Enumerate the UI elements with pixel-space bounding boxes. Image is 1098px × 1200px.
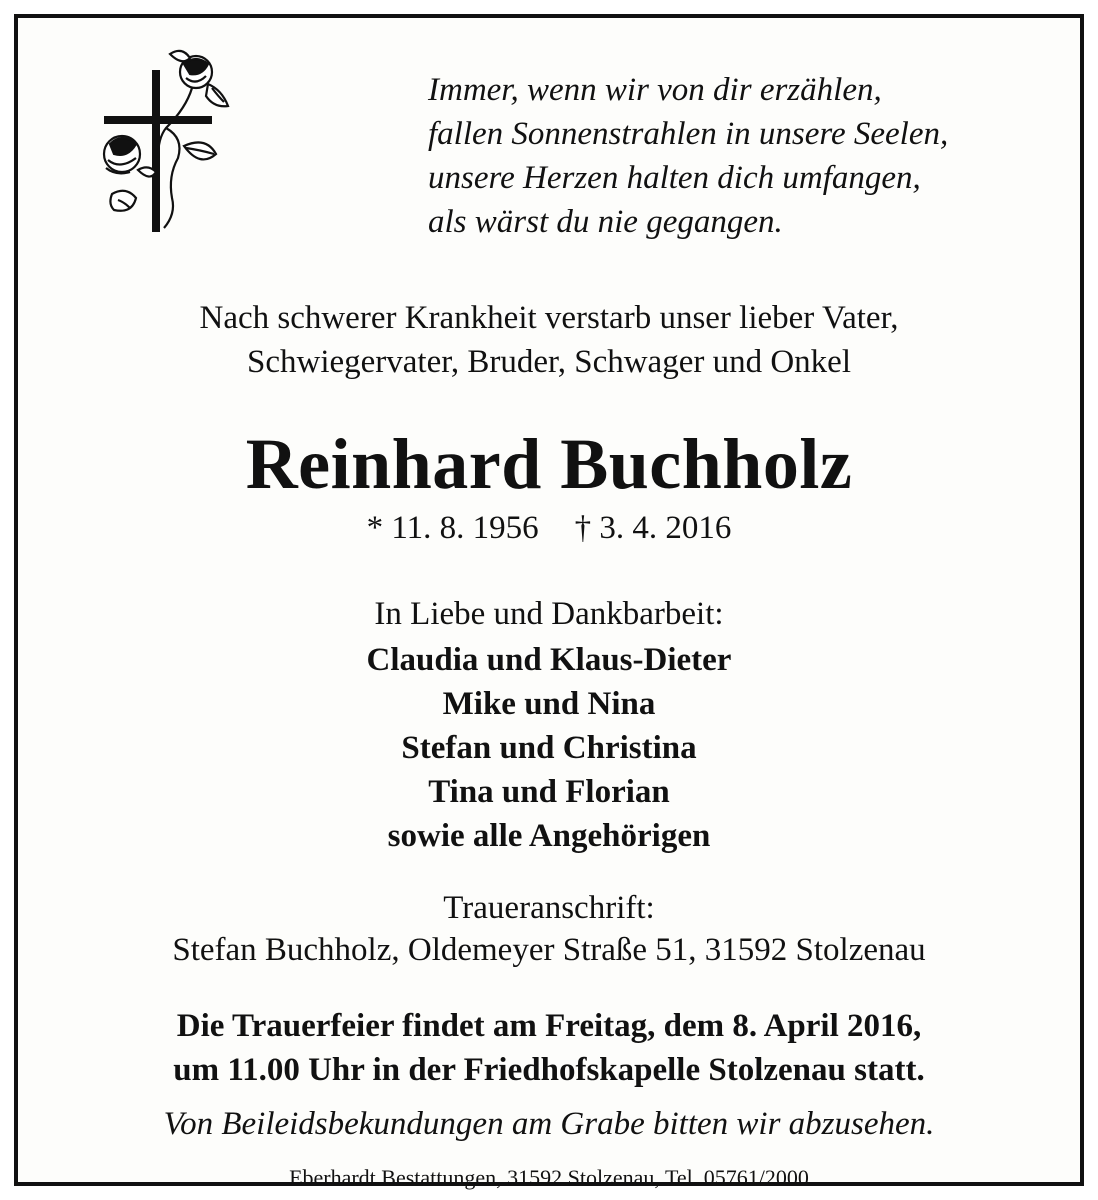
address-label: Traueranschrift: (443, 890, 655, 926)
deceased-name: Reinhard Buchholz (245, 424, 853, 504)
poem-line: als wärst du nie gegangen. (428, 204, 783, 240)
mourners-list (18, 638, 1080, 858)
mourner-name: Tina und Florian (428, 774, 670, 810)
poem-line: unsere Herzen halten dich umfangen, (428, 160, 921, 196)
intro-line: Nach schwerer Krankheit verstarb unser lieber Vater, (199, 300, 899, 336)
mourner-name: sowie alle Angehörigen (387, 818, 711, 854)
service-notice (18, 1004, 1080, 1092)
intro-text (18, 296, 1080, 384)
poem (428, 68, 1048, 244)
service-line: um 11.00 Uhr in der Friedhofskapelle Stolzenau statt. (173, 1052, 925, 1088)
poem-line: fallen Sonnenstrahlen in unsere Seelen, (428, 116, 949, 152)
address-line: Stefan Buchholz, Oldemeyer Straße 51, 31592 Stolzenau (172, 932, 926, 968)
poem-line: Immer, wenn wir von dir erzählen, (428, 72, 882, 108)
mourner-name: Mike und Nina (442, 686, 656, 722)
death-date: † 3. 4. 2016 (574, 510, 732, 546)
service-line: Die Trauerfeier findet am Freitag, dem 8. April 2016, (176, 1008, 922, 1044)
birth-date: * 11. 8. 1956 (366, 510, 539, 546)
mourner-name: Stefan und Christina (401, 730, 697, 766)
life-dates (18, 508, 1080, 548)
funeral-home-footer: Eberhardt Bestattungen, 31592 Stolzenau, Tel. 05761/2000 (289, 1165, 809, 1190)
cross-with-roses-icon (88, 44, 238, 234)
mourners-label: In Liebe und Dankbarbeit: (374, 596, 724, 632)
mourner-name: Claudia und Klaus-Dieter (366, 642, 732, 678)
condolence-request: Von Beileidsbekundungen am Grabe bitten wir abzusehen. (163, 1106, 935, 1142)
intro-line: Schwiegervater, Bruder, Schwager und Onkel (247, 344, 851, 380)
